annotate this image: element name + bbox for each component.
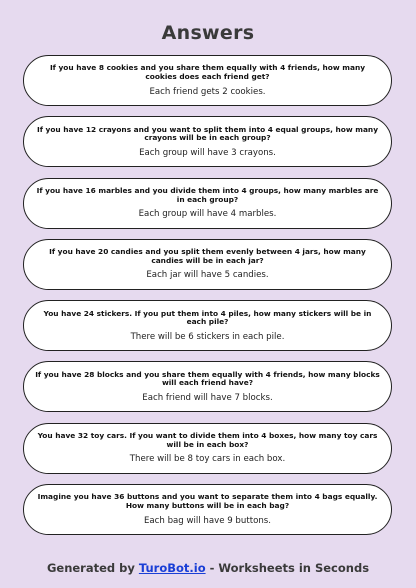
question-text: Imagine you have 36 buttons and you want to separate them into 4 bags equally. How many buttons will be in each bag? <box>37 492 378 511</box>
turobot-link[interactable]: TuroBot.io <box>138 561 206 575</box>
footer-prefix: Generated by <box>46 561 139 575</box>
answer-card <box>23 55 392 106</box>
question-text: You have 32 toy cars. If you want to divide them into 4 boxes, how many toy cars will be in each box? <box>37 431 378 449</box>
answer-card <box>23 178 392 229</box>
answer-card <box>23 361 392 412</box>
answer-card <box>23 116 392 167</box>
answer-text: There will be 8 toy cars in each box. <box>129 454 286 465</box>
question-text: If you have 16 marbles and you divide them into 4 groups, how many marbles are in each group? <box>36 186 379 204</box>
answer-card <box>23 484 392 535</box>
answer-text: Each friend will have 7 blocks. <box>142 393 273 404</box>
answer-card <box>23 300 392 351</box>
answer-text: There will be 6 stickers in each pile. <box>130 331 285 342</box>
page-title: Answers <box>161 22 255 44</box>
question-text: If you have 8 cookies and you share them equally with 4 friends, how many cookies does each friend get? <box>49 63 366 81</box>
answer-list <box>23 55 392 545</box>
answer-text: Each jar will have 5 candies. <box>146 270 269 281</box>
answer-card <box>23 423 392 474</box>
answer-text: Each bag will have 9 buttons. <box>143 515 271 526</box>
answer-text: Each group will have 3 crayons. <box>139 147 276 158</box>
footer-suffix: - Worksheets in Seconds <box>205 561 370 575</box>
question-text: If you have 12 crayons and you want to split them into 4 equal groups, how many crayons will be in each group? <box>36 124 379 143</box>
question-text: If you have 20 candies and you split them evenly between 4 jars, how many candies will be in each jar? <box>49 247 366 265</box>
answer-text: Each friend gets 2 cookies. <box>149 86 266 97</box>
question-text: You have 24 stickers. If you put them into 4 piles, how many stickers will be in each pile? <box>43 308 372 327</box>
question-text: If you have 28 blocks and you share them equally with 4 friends, how many blocks will each friend have? <box>35 369 380 388</box>
answer-card <box>23 239 392 290</box>
answer-text: Each group will have 4 marbles. <box>138 209 277 220</box>
footer <box>0 561 416 575</box>
